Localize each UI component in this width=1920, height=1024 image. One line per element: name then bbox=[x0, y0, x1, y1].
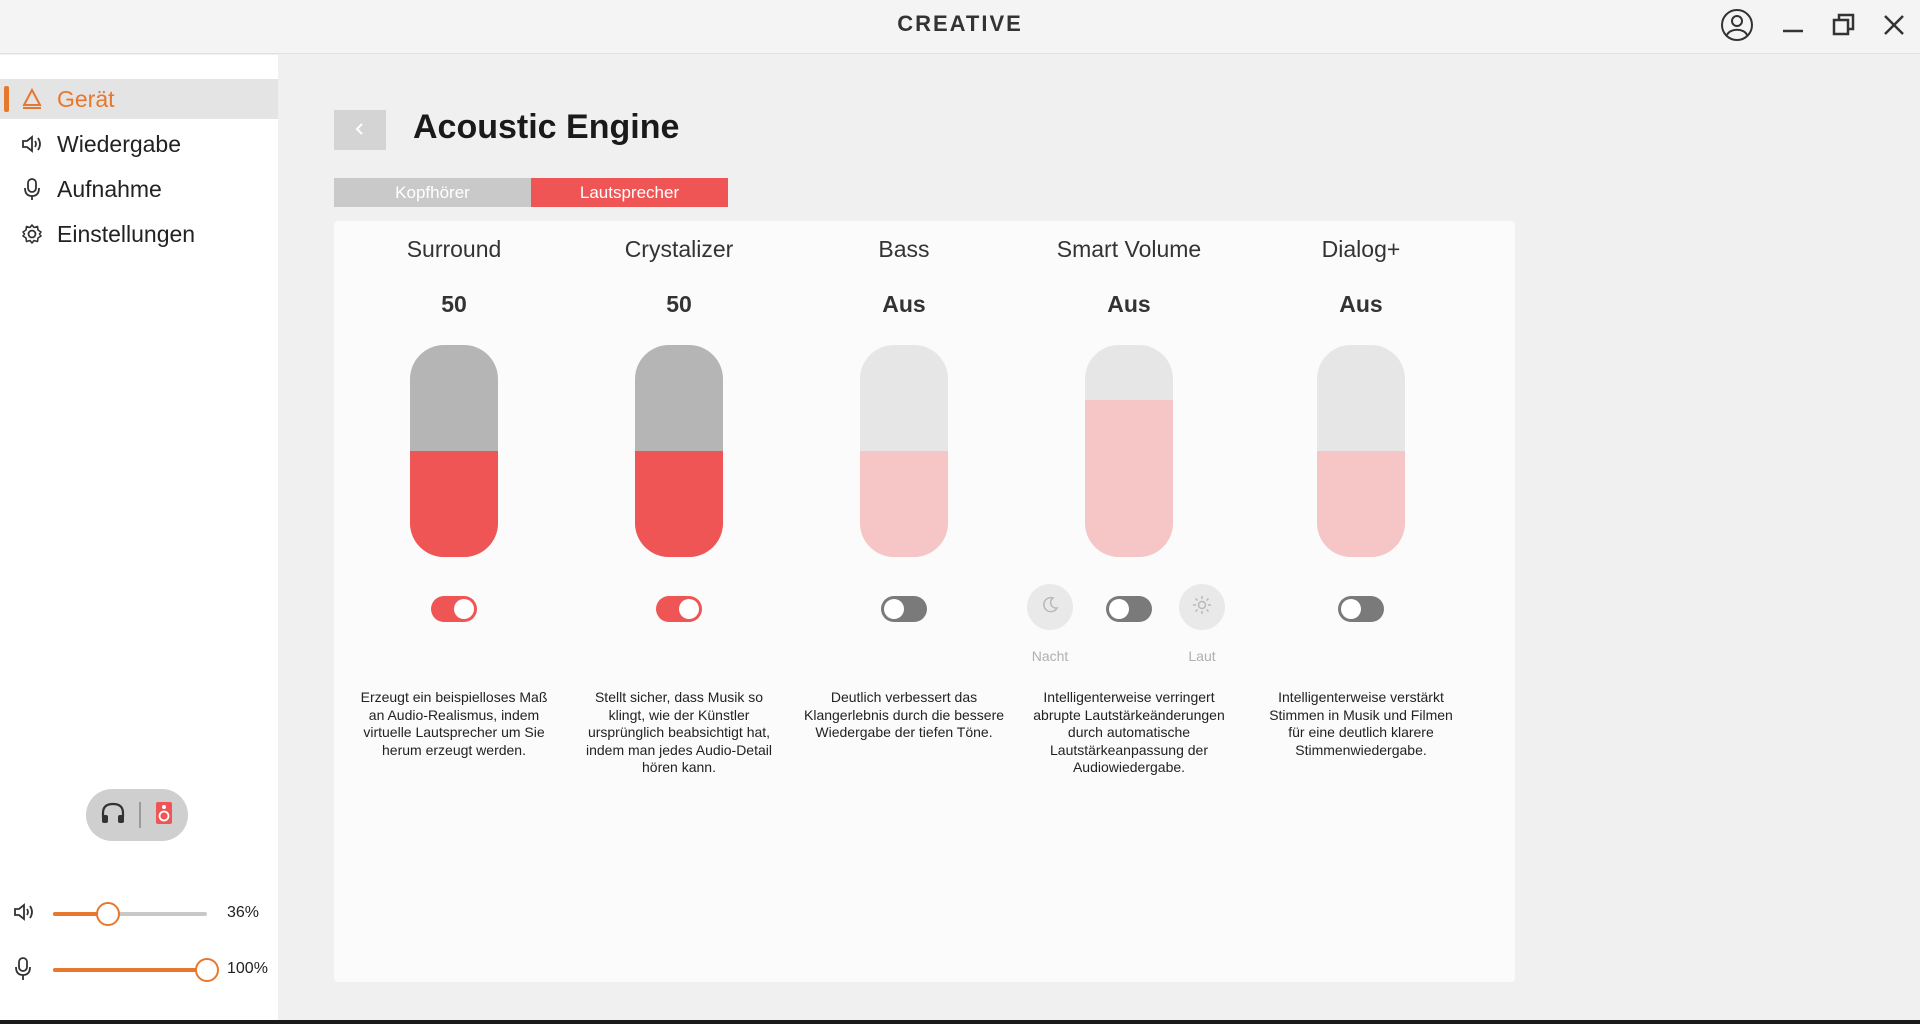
divider bbox=[139, 802, 141, 828]
feature-value: Aus bbox=[882, 291, 926, 317]
restore-icon[interactable] bbox=[1824, 8, 1864, 42]
feature-level-slider[interactable] bbox=[1317, 345, 1405, 557]
tab-bar bbox=[334, 178, 728, 207]
feature-description: Intelligenterweise verringert abrupte Lautstärkeänderungen durch automatische Lautstärkeanpassung der Audiowiedergabe. bbox=[1033, 689, 1225, 775]
feature-title: Dialog+ bbox=[1321, 236, 1401, 262]
feature-toggle[interactable] bbox=[431, 596, 477, 622]
feature-level-slider[interactable] bbox=[1085, 345, 1173, 557]
taskbar-edge bbox=[0, 1020, 1920, 1024]
feature-description: Erzeugt ein beispielloses Maß an Audio-Realismus, indem virtuelle Lautsprecher um Sie herum erzeugt werden. bbox=[360, 689, 548, 758]
feature-title: Surround bbox=[406, 236, 502, 262]
mic-value: 100% bbox=[227, 960, 268, 977]
feature-title: Smart Volume bbox=[1056, 236, 1202, 262]
page-title: Acoustic Engine bbox=[413, 108, 680, 146]
device-icon bbox=[19, 86, 45, 112]
chevron-left-icon bbox=[353, 121, 367, 140]
microphone-icon bbox=[19, 176, 45, 202]
feature-description: Deutlich verbessert das Klangerlebnis durch die bessere Wiedergabe der tiefen Töne. bbox=[804, 689, 1005, 740]
moon-icon bbox=[1041, 596, 1059, 618]
feature-value: 50 bbox=[666, 291, 692, 317]
headphones-icon[interactable] bbox=[100, 801, 126, 829]
app-logo: CREATIVE bbox=[897, 11, 1023, 36]
feature-toggle[interactable] bbox=[1338, 596, 1384, 622]
feature-toggle[interactable] bbox=[656, 596, 702, 622]
minimize-icon[interactable] bbox=[1773, 8, 1813, 42]
loud-mode-button[interactable] bbox=[1179, 584, 1225, 630]
close-icon[interactable] bbox=[1874, 8, 1914, 42]
feature-level-slider[interactable] bbox=[635, 345, 723, 557]
loud-mode-label: Laut bbox=[1188, 648, 1216, 664]
feature-description: Stellt sicher, dass Musik so klingt, wie der Künstler ursprünglich beabsichtigt hat, indem man jedes Audio-Detail hören kann. bbox=[586, 689, 772, 775]
microphone-icon bbox=[12, 956, 38, 982]
feature-value: Aus bbox=[1339, 291, 1383, 317]
title-bar bbox=[0, 0, 1920, 54]
sidebar-item-label: Wiedergabe bbox=[57, 130, 182, 157]
sidebar-item-label: Gerät bbox=[57, 85, 115, 112]
feature-title: Crystalizer bbox=[624, 236, 734, 262]
toggle-knob bbox=[884, 599, 904, 619]
volume-slider-row bbox=[0, 898, 278, 928]
sidebar-item-wiedergabe[interactable] bbox=[0, 124, 278, 164]
sidebar-item-einstellungen[interactable] bbox=[0, 214, 278, 254]
sidebar bbox=[0, 55, 278, 1024]
sidebar-item-label: Aufnahme bbox=[57, 175, 162, 202]
acoustic-engine-panel bbox=[334, 221, 1515, 982]
feature-title: Bass bbox=[878, 236, 930, 262]
volume-slider-thumb[interactable] bbox=[96, 902, 120, 926]
toggle-knob bbox=[679, 599, 699, 619]
toggle-knob bbox=[1109, 599, 1129, 619]
mic-slider-fill bbox=[53, 968, 207, 972]
mic-slider-thumb[interactable] bbox=[195, 958, 219, 982]
feature-level-slider[interactable] bbox=[860, 345, 948, 557]
feature-toggle[interactable] bbox=[1106, 596, 1152, 622]
speaker-box-icon[interactable] bbox=[154, 801, 174, 829]
level-fill bbox=[860, 451, 948, 557]
speaker-icon bbox=[19, 131, 45, 157]
volume-value: 36% bbox=[227, 904, 260, 921]
mic-slider-row bbox=[0, 954, 278, 984]
tab-kopfhoerer[interactable]: Kopfhörer bbox=[334, 178, 531, 207]
account-icon[interactable] bbox=[1717, 8, 1757, 42]
sidebar-item-geraet[interactable] bbox=[0, 79, 278, 119]
gear-icon bbox=[19, 221, 45, 247]
toggle-knob bbox=[454, 599, 474, 619]
feature-value: Aus bbox=[1107, 291, 1151, 317]
feature-toggle[interactable] bbox=[881, 596, 927, 622]
feature-description: Intelligenterweise verstärkt Stimmen in Musik und Filmen für eine deutlich klarere Stimmenwiedergabe. bbox=[1269, 689, 1453, 758]
level-fill bbox=[1085, 400, 1173, 557]
tab-lautsprecher[interactable]: Lautsprecher bbox=[531, 178, 728, 207]
volume-icon bbox=[12, 900, 38, 926]
toggle-knob bbox=[1341, 599, 1361, 619]
night-mode-label: Nacht bbox=[1031, 648, 1069, 664]
sidebar-item-aufnahme[interactable] bbox=[0, 169, 278, 209]
volume-slider[interactable] bbox=[53, 912, 207, 916]
level-fill bbox=[635, 451, 723, 557]
sidebar-item-label: Einstellungen bbox=[57, 220, 196, 247]
level-fill bbox=[1317, 451, 1405, 557]
feature-value: 50 bbox=[441, 291, 467, 317]
night-mode-button[interactable] bbox=[1027, 584, 1073, 630]
feature-level-slider[interactable] bbox=[410, 345, 498, 557]
output-switch[interactable] bbox=[86, 789, 188, 841]
sun-icon bbox=[1192, 595, 1212, 619]
mic-slider[interactable] bbox=[53, 968, 207, 972]
back-button[interactable] bbox=[334, 110, 386, 150]
level-fill bbox=[410, 451, 498, 557]
